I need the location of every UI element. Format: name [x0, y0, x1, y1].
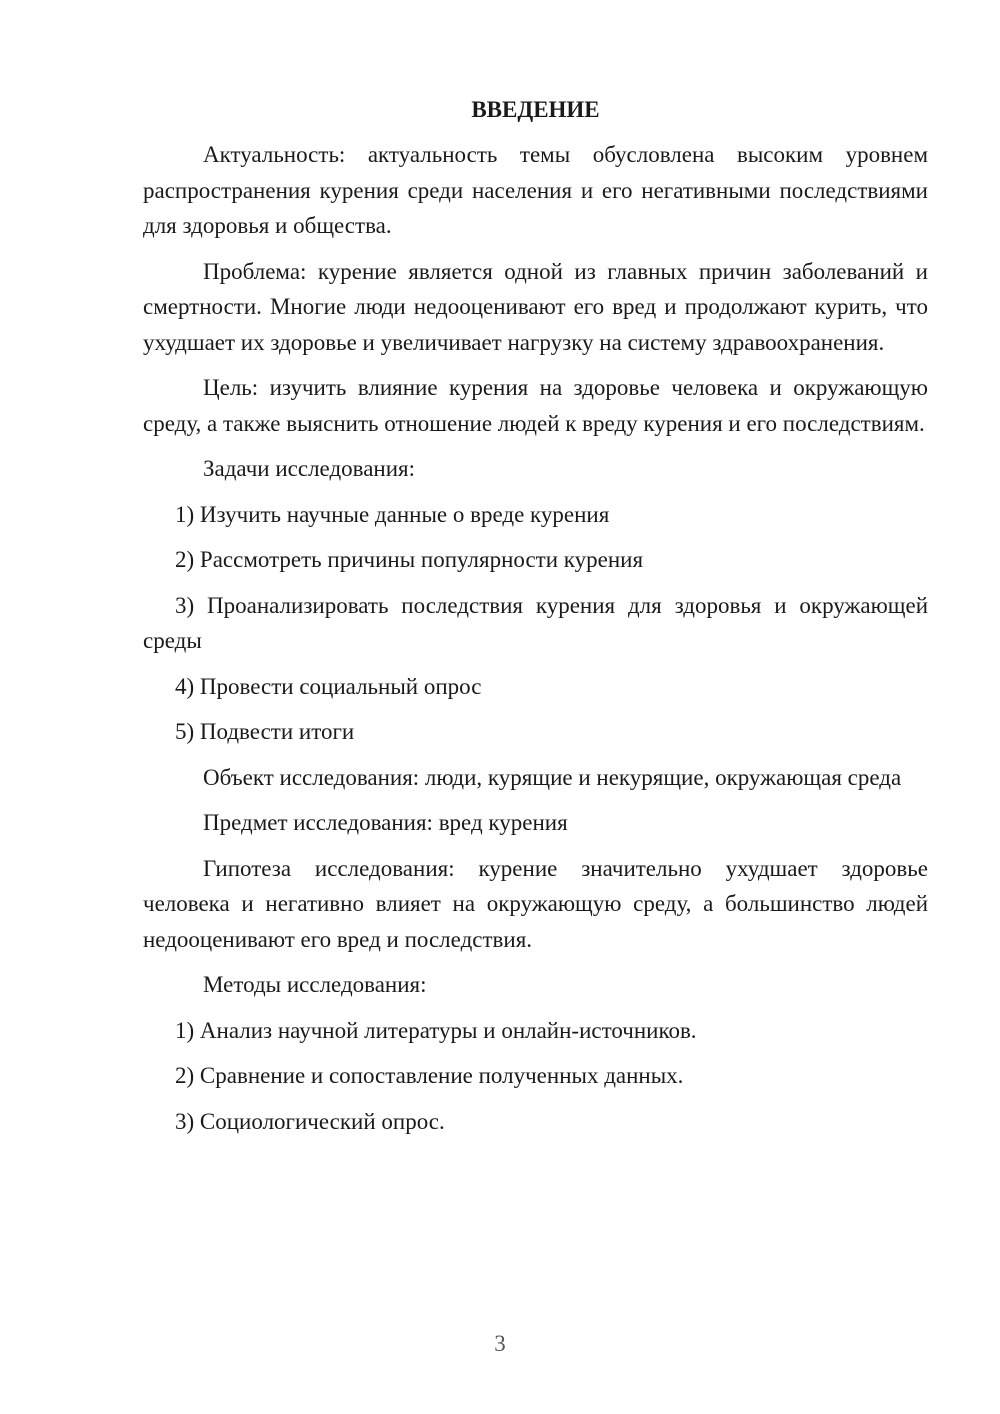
subject-paragraph: Предмет исследования: вред курения: [203, 810, 568, 835]
section-title: ВВЕДЕНИЕ: [471, 97, 600, 122]
goal-paragraph: Цель: изучить влияние курения на здоровье человека и окружающую среду, а также выяснить отношение людей к вреду курения и его последствиям.: [143, 375, 928, 436]
hypothesis-paragraph: Гипотеза исследования: курение значительно ухудшает здоровье человека и негативно влияет на окружающую среду, а большинство людей недооценивают его вред и последствия.: [143, 855, 928, 952]
page-number: 3: [494, 1331, 506, 1356]
method-item-3: 3) Социологический опрос.: [175, 1108, 445, 1134]
problem-paragraph: Проблема: курение является одной из главных причин заболеваний и смертности. Многие люди недооценивают его вред и продолжают курить, что ухудшает их здоровье и увеличивает нагрузку на систему здравоохранения.: [143, 258, 928, 355]
relevance-paragraph: Актуальность: актуальность темы обусловлена высоким уровнем распространения курения среди населения и его негативными последствиями для здоровья и общества.: [143, 142, 928, 238]
task-item-3: 3) Проанализировать последствия курения для здоровья и окружающей среды: [143, 592, 928, 653]
object-paragraph: Объект исследования: люди, курящие и некурящие, окружающая среда: [203, 764, 902, 790]
method-item-2: 2) Сравнение и сопоставление полученных данных.: [175, 1063, 684, 1088]
task-item-4: 4) Провести социальный опрос: [175, 673, 482, 699]
method-item-1: 1) Анализ научной литературы и онлайн-источников.: [175, 1017, 697, 1043]
task-item-5: 5) Подвести итоги: [175, 719, 355, 744]
methods-heading: Методы исследования:: [203, 972, 427, 997]
tasks-heading: Задачи исследования:: [203, 456, 416, 481]
task-item-1: 1) Изучить научные данные о вреде курения: [175, 501, 610, 527]
document-page: [143, 92, 928, 1149]
task-item-2: 2) Рассмотреть причины популярности курения: [175, 547, 644, 572]
